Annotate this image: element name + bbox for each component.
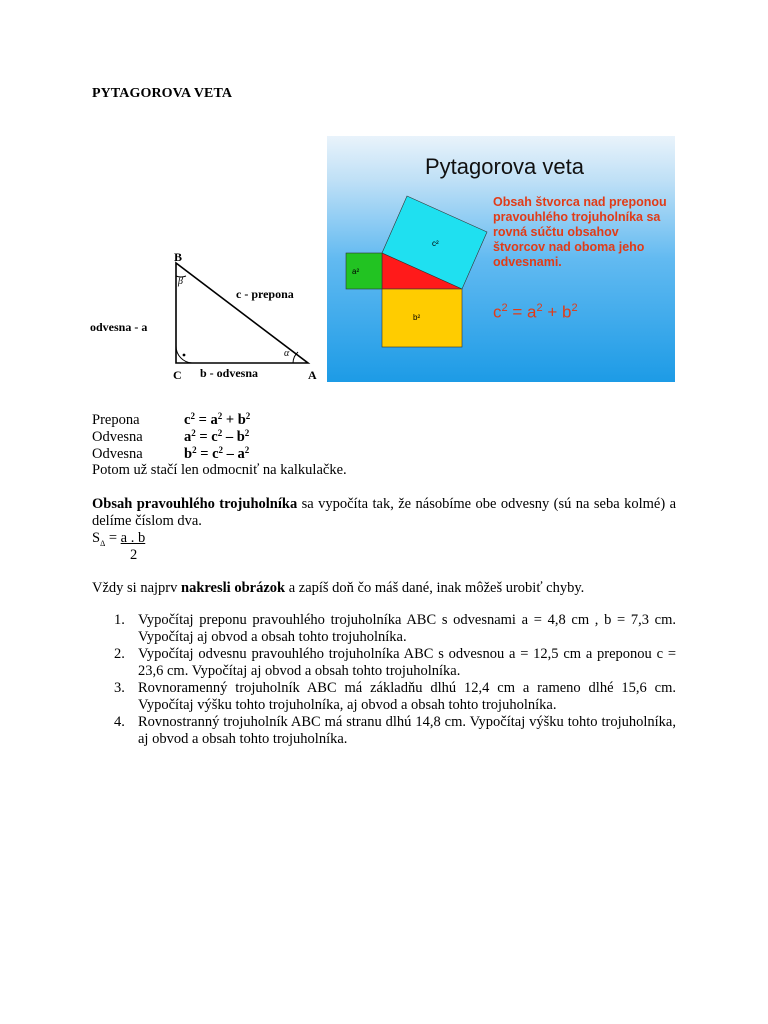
formula-expression: $b^2 = c^2 - a^2$ — [184, 445, 250, 462]
formula-row — [92, 445, 249, 463]
square-b — [382, 289, 462, 347]
task-number: 2. — [114, 646, 125, 662]
side-c-label: c - prepona — [236, 287, 294, 301]
tip-before: Vždy si najprv — [92, 580, 181, 596]
side-a-label: odvesna - a — [90, 320, 148, 334]
area-paragraph — [92, 496, 676, 530]
formula-label: Odvesna — [92, 446, 143, 462]
area-rest: sa vypočíta tak, že násobíme obe odvesny (sú na seba kolmé) a delíme číslom dva. — [92, 496, 676, 529]
formula-expression: $c^2 = a^2 + b^2$ — [184, 411, 251, 428]
tip-after: a zapíš doň čo máš dané, inak môžeš urobiť chyby. — [285, 580, 585, 596]
task-text: Rovnostranný trojuholník ABC má stranu dlhú 14,8 cm. Vypočítaj výšku tohto trojuholníka, aj obvod a obsah tohto trojuholníka. — [138, 714, 676, 747]
formula-label: Prepona — [92, 412, 140, 428]
vertex-b-label: B — [174, 250, 183, 264]
square-b-label: b² — [413, 313, 421, 322]
area-bold: Obsah pravouhlého trojuholníka — [92, 496, 298, 512]
angle-alpha-label: α — [284, 348, 290, 359]
right-angle-dot — [183, 354, 186, 357]
list-item — [92, 646, 676, 680]
formula-label: Odvesna — [92, 429, 143, 445]
tip-paragraph — [92, 580, 676, 597]
area-eq: = — [105, 530, 121, 546]
list-item — [92, 714, 676, 748]
slide-title: Pytagorova veta — [425, 154, 584, 179]
task-list — [92, 612, 676, 748]
list-item — [92, 612, 676, 646]
area-sub: Δ — [100, 538, 106, 548]
list-item — [92, 680, 676, 714]
area-denominator: 2 — [130, 547, 138, 563]
page-title: PYTAGOROVA VETA — [92, 86, 233, 101]
task-text: Vypočítaj preponu pravouhlého trojuholníka ABC s odvesnami a = 4,8 cm , b = 7,3 cm. Vypočítaj aj obvod a obsah tohto trojuholníka. — [138, 612, 676, 645]
slide-formula: $c^2 = a^2 + b^2$ — [493, 302, 578, 322]
side-b-label: b - odvesna — [200, 366, 259, 380]
area-lhs: S — [92, 530, 101, 546]
task-number: 1. — [114, 612, 125, 628]
task-number: 4. — [114, 714, 125, 730]
square-c-label: c² — [432, 239, 439, 248]
angle-beta-label: β — [178, 276, 183, 287]
calc-note: Potom už stačí len odmocniť na kalkulačke. — [92, 462, 347, 478]
vertex-c-label: C — [173, 368, 182, 382]
formula-expression: $a^2 = c^2 - b^2$ — [184, 428, 250, 445]
task-text: Vypočítaj odvesnu pravouhlého trojuholníka ABC s odvesnou a = 12,5 cm a preponou c = 23,6 cm. Vypočítaj aj obvod a obsah tohto trojuholníka. — [138, 646, 676, 679]
pythagoras-slide — [327, 136, 675, 382]
area-numerator: a . b — [120, 530, 146, 546]
right-triangle-figure — [88, 246, 328, 386]
formula-row — [92, 428, 249, 446]
task-text: Rovnoramenný trojuholník ABC má základňu dlhú 12,4 cm a rameno dlhé 15,6 cm. Vypočítaj výšku tohto trojuholníka, aj obvod a obsah tohto trojuholníka. — [138, 680, 676, 713]
task-number: 3. — [114, 680, 125, 696]
vertex-a-label: A — [308, 368, 317, 382]
tip-bold: nakresli obrázok — [181, 580, 286, 596]
square-a-label: a² — [352, 267, 360, 276]
slide-description: Obsah štvorca nad preponou pravouhlého trojuholníka sa rovná súčtu obsahov štvorcov nad oboma jeho odvesnami. — [493, 195, 667, 269]
formula-row — [92, 411, 250, 429]
